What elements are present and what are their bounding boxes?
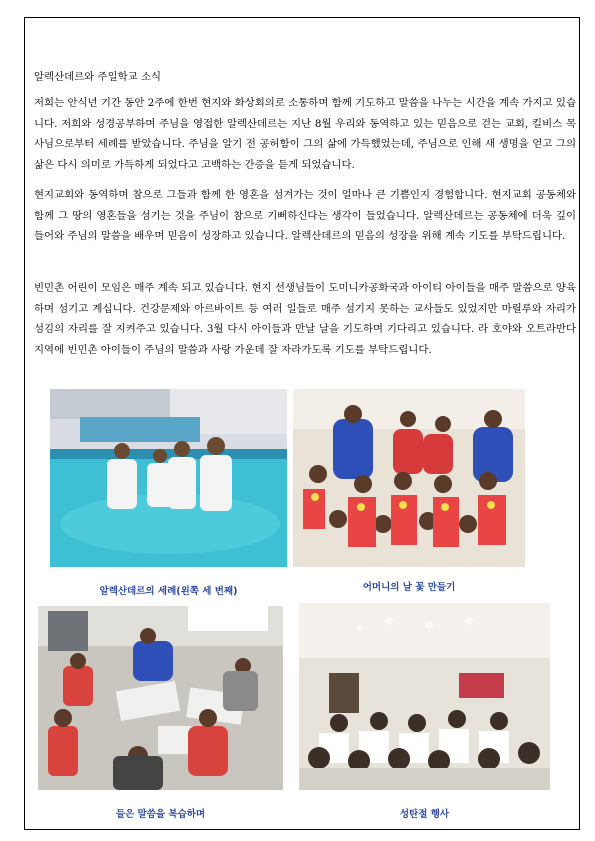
mothers-day-caption: 어머니의 날 꽃 만들기: [362, 582, 456, 593]
bible-review-caption: 들은 말씀을 복습하며: [115, 809, 206, 820]
paragraph-children-ministry: 빈민촌 어린이 모임은 매주 계속 되고 있습니다. 현지 선생님들이 도미니카공화국과 아이티 아이들을 매주 말씀으로 양육하며 섬기고 계십니다. 건강문제와 아르바이트 등 여러 일들로 매주 섬기지 못하는 교사들도 있었지만 마릴루와 자리가 섬김의 자리를 잘 지켜주고 있습니다. 3월 다시 아이들과 만날 날을 기도하며 기다리고 있습니다. 라 호야와 오트라반다 지역에 빈민촌 아이들이 주님의 말씀과 사랑 가운데 잘 자라가도록 기도를 부탁드립니다.: [34, 282, 576, 356]
christmas-event-photo: [299, 603, 550, 790]
baptism-photo: [50, 389, 287, 567]
paragraph-local-church: 현지교회와 동역하며 참으로 그들과 함께 한 영혼을 섬겨가는 것이 얼마나 큰 기쁨인지 경험합니다. 현지교회 공동체와 함께 그 땅의 영혼들을 섬기는 것을 주님이 참으로 기뻐하신다는 생각이 들었습니다. 알렉산데르는 공동체에 더욱 깊이 들어와 주님의 말씀을 배우며 믿음이 성장하고 있습니다. 알렉산데르의 믿음의 성장을 위해 계속 기도를 부탁드립니다.: [34, 189, 576, 242]
christmas-event-caption: 성탄절 행사: [399, 809, 450, 820]
mothers-day-photo: [293, 389, 525, 567]
paragraph-baptism: 저희는 안식년 기간 동안 2주에 한번 현지와 화상회의로 소통하며 함께 기도하고 말씀을 나누는 시간을 계속 가지고 있습니다. 저희와 성경공부하며 주님을 영접한 알렉산데르는 지난 8월 우리와 동역하고 있는 믿음으로 걷는 교회, 킬비스 목사님으로부터 세례를 받았습니다. 주님을 알기 전 공허함이 그의 삶에 가득했었는데, 주님으로 인해 새 생명을 얻고 그의 삶은 다시 의미로 가득하게 되었다고 고백하는 간증을 듣게 되었습니다.: [34, 97, 576, 171]
bible-review-photo: [38, 606, 283, 790]
baptism-caption: 알렉산데르의 세례(왼쪽 세 번째): [99, 586, 238, 597]
section-heading: 알렉산데르와 주일학교 소식: [34, 71, 162, 83]
